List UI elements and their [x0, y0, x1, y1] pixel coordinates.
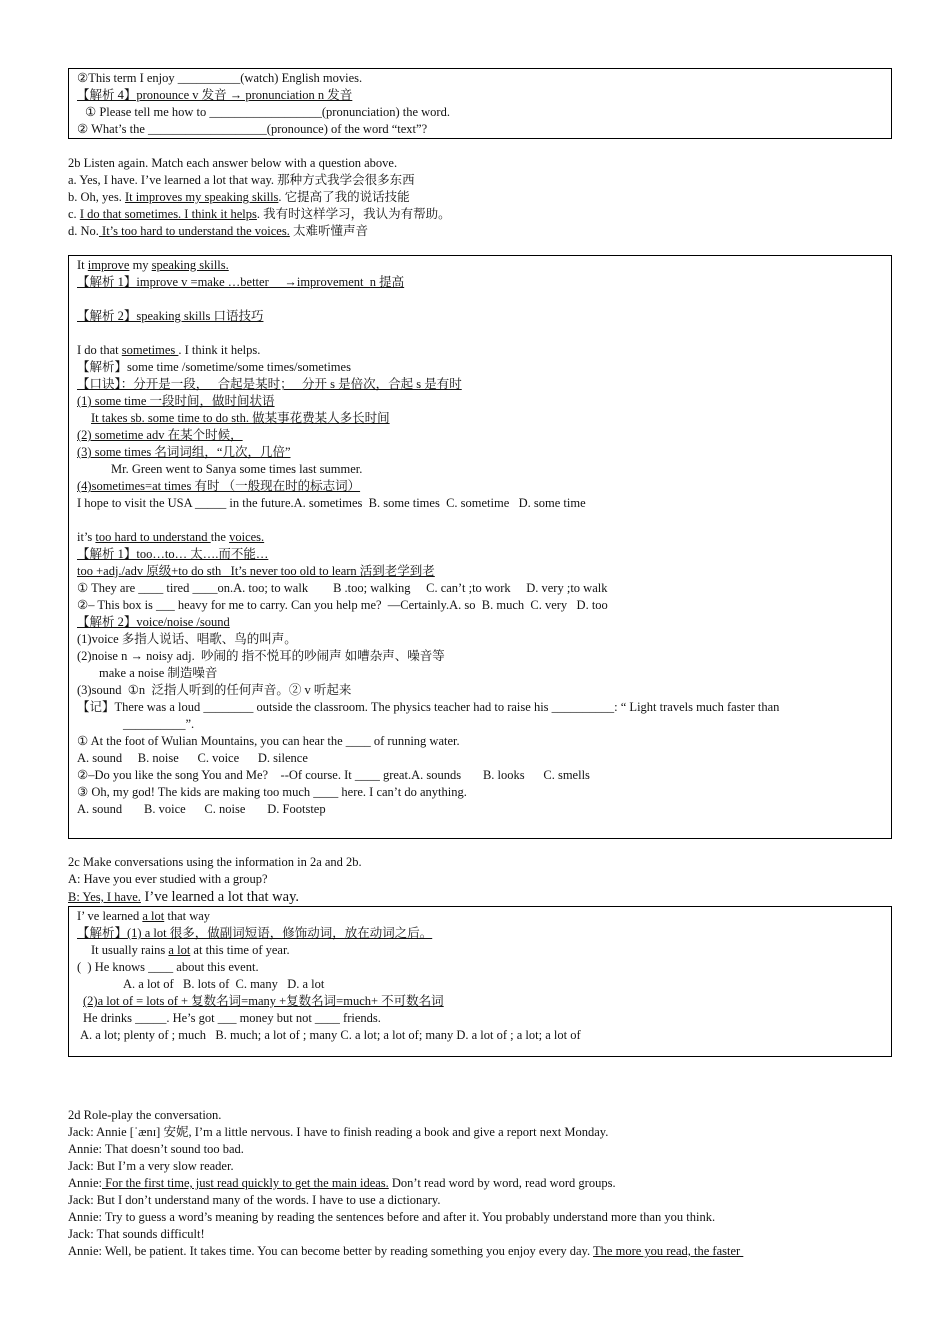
dialogue-line: Jack: That sounds difficult!: [68, 1227, 205, 1241]
example-sentence: [77, 942, 883, 959]
text: that way: [164, 909, 211, 923]
note-box-2b: [68, 255, 892, 839]
note-line: (2)a lot of = lots of + 复数名词=many +复数名词=much+ 不可数名词: [83, 994, 444, 1008]
exercise-line: ① They are ____ tired ____on.A. too; to walk B .too; walking C. can’t ;to work D. very ;to walk: [77, 581, 608, 595]
exercise-options: A. sound B. noise C. voice D. silence: [77, 751, 308, 765]
underlined-phrase: a lot: [168, 943, 191, 957]
text: . 我有时这样学习，我认为有帮助。: [256, 207, 451, 221]
note-line: (4)sometimes=at times 有时 （一般现在时的标志词）: [77, 479, 361, 493]
section-2b: [68, 155, 892, 240]
text: 太难听懂声音: [289, 224, 368, 238]
underlined-phrase: B: Yes, I have.: [68, 890, 141, 904]
analysis-heading: 【解析】(1) a lot 很多，做副词短语，修饰动词，放在动词之后。: [77, 926, 433, 940]
text: it’s: [77, 530, 96, 544]
dialogue-line: Jack: But I’m a very slow reader.: [68, 1159, 234, 1173]
answer-b: [68, 189, 892, 206]
underlined-word: sometimes: [121, 343, 179, 357]
mnemonic: 【口诀】：分开是一段， 合起是某时； 分开 s 是倍次，合起 s 是有时: [77, 377, 462, 391]
text: Don’t read word by word, read word groups.: [388, 1176, 616, 1190]
note-box-a-lot: [68, 906, 892, 1057]
section-2d: [68, 1107, 892, 1260]
exercise-line: ②– This box is ___ heavy for me to carry. Can you help me? —Certainly.A. so B. much C. very D. too: [77, 598, 608, 612]
note-box-pronounce: [68, 68, 892, 139]
exercise-line: I hope to visit the USA _____ in the future.A. sometimes B. some times C. sometime D. some time: [77, 496, 586, 510]
analysis-heading: 【解析 2】voice/noise /sound: [77, 615, 230, 629]
exercise-line: ① Please tell me how to __________________(pronunciation) the word.: [85, 105, 450, 119]
note-line: (1)voice 多指人说话、唱歌、鸟的叫声。: [77, 632, 297, 646]
analysis-heading: 【解析 4】pronounce v 发音 → pronunciation n 发音: [77, 88, 353, 102]
analysis-heading: 【解析 2】speaking skills 口语技巧: [77, 309, 264, 323]
exercise-line: __________”.: [123, 717, 195, 731]
text: . I think it helps.: [178, 343, 261, 357]
text: b. Oh, yes.: [68, 190, 125, 204]
underlined-phrase: I do that sometimes. I think it helps: [79, 207, 257, 221]
text: It usually rains: [91, 943, 169, 957]
underlined-phrase: It’s too hard to understand the voices.: [98, 224, 290, 238]
underlined-phrase: It improves my speaking skills: [124, 190, 279, 204]
dialogue-line: Jack: But I don’t understand many of the words. I have to use a dictionary.: [68, 1193, 441, 1207]
section-title: 2d Role-play the conversation.: [68, 1108, 222, 1122]
document-page: [68, 68, 892, 1260]
section-title: 2b Listen again. Match each answer below with a question above.: [68, 156, 398, 170]
dialogue-line: [68, 1175, 892, 1192]
dialogue-line: [68, 888, 892, 906]
text: . 它提高了我的说话技能: [278, 190, 410, 204]
text: Annie:: [68, 1176, 103, 1190]
dialogue-line: [68, 1243, 892, 1260]
text: c.: [68, 207, 80, 221]
dialogue-line: Annie: Try to guess a word’s meaning by reading the sentences before and after it. You probably understand more than you think.: [68, 1210, 716, 1224]
text: I’ve learned a lot that way.: [140, 889, 300, 905]
dialogue-line: Annie: That doesn’t sound too bad.: [68, 1142, 244, 1156]
note-line: too +adj./adv 原级+to do sth It’s never too old to learn 活到老学到老: [77, 564, 435, 578]
exercise-options: A. a lot of B. lots of C. many D. a lot: [123, 977, 325, 991]
exercise-line: 【记】There was a loud ________ outside the classroom. The physics teacher had to raise his __________: “ Light travels much faster than: [77, 700, 780, 714]
answer-a: a. Yes, I have. I’ve learned a lot that way. 那种方式我学会很多东西: [68, 173, 415, 187]
note-line: (3)sound ①n 泛指人听到的任何声音。② v 听起来: [77, 683, 352, 697]
answer-d: [68, 223, 892, 240]
note-line: make a noise 制造噪音: [99, 666, 218, 680]
underlined-phrase: For the first time, just read quickly to get the main ideas.: [102, 1176, 389, 1190]
note-line: It takes sb. some time to do sth. 做某事花费某人多长时间: [91, 411, 390, 425]
underlined-word: voices.: [229, 530, 265, 544]
underlined-word: improve: [87, 258, 130, 272]
underlined-word: speaking skills.: [151, 258, 229, 272]
analysis-heading: 【解析 1】too…to… 太….而不能…: [77, 547, 269, 561]
text: d. No.: [68, 224, 99, 238]
exercise-options: A. sound B. voice C. noise D. Footstep: [77, 802, 326, 816]
example-sentence: Mr. Green went to Sanya some times last summer.: [111, 462, 363, 476]
exercise-line: He drinks _____. He’s got ___ money but not ____ friends.: [83, 1011, 381, 1025]
exercise-line: ( ) He knows ____ about this event.: [77, 960, 259, 974]
exercise-line: ① At the foot of Wulian Mountains, you can hear the ____ of running water.: [77, 734, 460, 748]
underlined-phrase: a lot: [142, 909, 165, 923]
dialogue-line: Jack: Annie [ˈænɪ] 安妮, I’m a little nervous. I have to finish reading a book and give a report next Monday.: [68, 1125, 609, 1139]
note-line: [77, 257, 883, 274]
answer-c: [68, 206, 892, 223]
exercise-line: ②–Do you like the song You and Me? --Of course. It ____ great.A. sounds B. looks C. smells: [77, 768, 590, 782]
text: my: [129, 258, 152, 272]
note-line: [77, 908, 883, 925]
text: I’ ve learned: [77, 909, 143, 923]
exercise-line: ② What’s the ___________________(pronounce) of the word “text”?: [77, 122, 428, 136]
note-line: (3) some times 名词词组，“几次，几倍”: [77, 445, 291, 459]
note-line: (2)noise n → noisy adj. 吵闹的 指不悦耳的吵闹声 如嘈杂声、噪音等: [77, 649, 445, 663]
dialogue-line: A: Have you ever studied with a group?: [68, 872, 268, 886]
text: It: [77, 258, 88, 272]
note-line: (2) sometime adv 在某个时候，: [77, 428, 243, 442]
text: Annie: Well, be patient. It takes time. You can become better by reading something you enjoy every day.: [68, 1244, 594, 1258]
note-line: [77, 342, 883, 359]
text: I do that: [77, 343, 122, 357]
note-line: (1) some time 一段时间，做时间状语: [77, 394, 275, 408]
underlined-phrase: too hard to understand: [95, 530, 211, 544]
analysis-heading: 【解析 1】improve v =make …better →improvement n 提高: [77, 275, 405, 289]
section-2c: [68, 854, 892, 906]
exercise-options: A. a lot; plenty of ; much B. much; a lot of ; many C. a lot; a lot of; many D. a lot of ; a lot; a lot of: [80, 1028, 581, 1042]
exercise-line: ③ Oh, my god! The kids are making too much ____ here. I can’t do anything.: [77, 785, 467, 799]
section-title: 2c Make conversations using the information in 2a and 2b.: [68, 855, 362, 869]
text: the: [210, 530, 230, 544]
underlined-phrase: The more you read, the faster: [593, 1244, 744, 1258]
exercise-line: ②This term I enjoy __________(watch) English movies.: [77, 71, 363, 85]
text: at this time of year.: [190, 943, 290, 957]
note-line: [77, 529, 883, 546]
analysis-heading: 【解析】some time /sometime/some times/sometimes: [77, 360, 351, 374]
